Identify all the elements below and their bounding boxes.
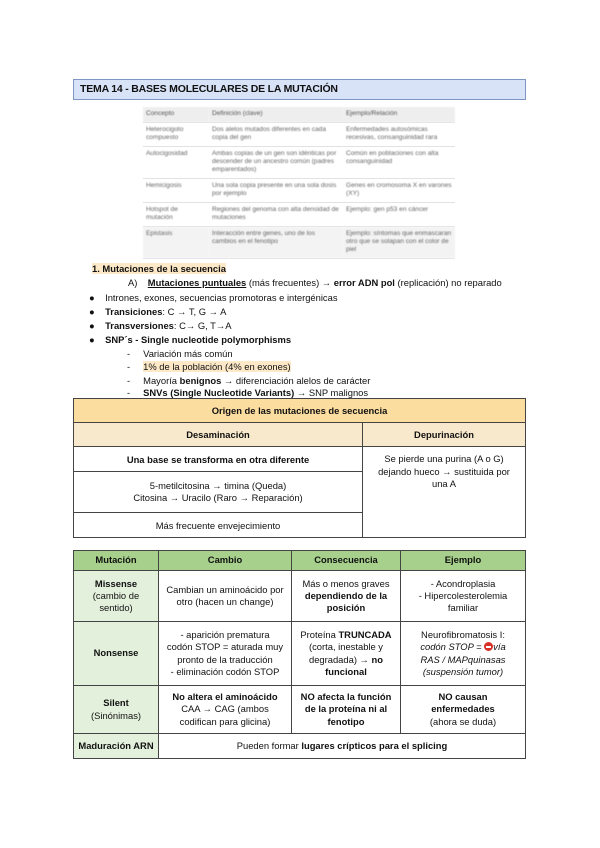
cell-line: familiar bbox=[447, 602, 479, 614]
summary-cell: Enfermedades autosómicas recesivas, consanguinidad rara bbox=[343, 123, 455, 147]
summary-cell: Hemicigosis bbox=[143, 179, 209, 203]
depurination-header: Depurinación bbox=[363, 423, 526, 447]
row-label-note: sentido) bbox=[99, 602, 133, 614]
mutation-header-cell: Consecuencia bbox=[292, 551, 401, 571]
truncated-term: TRUNCADA bbox=[338, 629, 392, 641]
cell-text: degradada) → bbox=[308, 653, 372, 665]
summary-header-row bbox=[143, 107, 455, 123]
snp-title: SNP´s - Single nucleotide polymorphisms bbox=[105, 334, 292, 345]
sub-list-item: - SNVs (Single Nucleotide Variants) → SNP malignos bbox=[127, 387, 369, 398]
sub-list-text: → diferenciación alelos de carácter bbox=[221, 375, 371, 386]
cell-text: codón STOP = bbox=[420, 641, 485, 653]
summary-cell: Hotspot de mutación bbox=[143, 203, 209, 227]
row-label-note: (Sinónimas) bbox=[90, 709, 141, 721]
summary-table bbox=[143, 107, 455, 259]
summary-cell: Ejemplo: gen p53 en cáncer bbox=[343, 203, 455, 227]
summary-cell: Genes en cromosoma X en varones (XY) bbox=[343, 179, 455, 203]
summary-row bbox=[143, 147, 455, 179]
cell-line: dependiendo de la bbox=[304, 589, 388, 601]
nonsense-name: Nonsense bbox=[74, 622, 159, 686]
cell-line: - aparición prematura bbox=[180, 629, 270, 641]
sub-list-text: Mayoría bbox=[143, 375, 180, 386]
cell-line: (corta, inestable y bbox=[309, 641, 383, 653]
sub-list-item: - Variación más común bbox=[127, 348, 233, 359]
point-mutations-term: Mutaciones puntuales bbox=[147, 277, 247, 288]
cell-line: Cambian un aminoácido por bbox=[166, 583, 284, 595]
missense-consequence bbox=[292, 571, 401, 622]
depurination-line: dejando hueco → sustituida por bbox=[378, 465, 510, 477]
missense-example bbox=[401, 571, 526, 622]
list-marker: A) bbox=[128, 277, 138, 288]
point-mutations-line bbox=[128, 277, 502, 289]
cell-line: NO afecta la función bbox=[300, 691, 392, 703]
cell-line: de la proteína ni al bbox=[304, 703, 388, 715]
point-mutations-mid: (más frecuentes) → bbox=[246, 277, 334, 288]
cell-line bbox=[295, 629, 397, 641]
cell-text-bold: lugares crípticos para el splicing bbox=[301, 739, 448, 751]
sub-list-text: → SNP malignos bbox=[294, 387, 369, 398]
sub-list-item: - Mayoría benignos → diferenciación alelos de carácter bbox=[127, 375, 371, 386]
sub-list-item: - 1% de la población (4% en exones) bbox=[127, 361, 291, 372]
cell-line: otro (hacen un change) bbox=[176, 596, 274, 607]
table-row bbox=[74, 622, 526, 686]
depurination-line: Se pierde una purina (A o G) bbox=[384, 453, 504, 464]
list-item: ● Intrones, exones, secuencias promotoras e intergénicas bbox=[89, 292, 338, 303]
snv-term: SNVs (Single Nucleotide Variants) bbox=[143, 387, 295, 398]
cell-text: Pueden formar bbox=[236, 739, 302, 751]
cell-line: (suspensión tumor) bbox=[422, 665, 504, 677]
cell-line: No altera el aminoácido bbox=[172, 691, 278, 703]
cell-line: funcional bbox=[325, 665, 367, 677]
cell-line: posición bbox=[326, 602, 366, 614]
origin-table bbox=[73, 398, 526, 538]
summary-cell: Una sola copia presente en una sola dosis por ejemplo bbox=[209, 179, 343, 203]
cell-line: Neurofibromatosis I: bbox=[421, 629, 505, 641]
list-item: ● SNP´s - Single nucleotide polymorphisms bbox=[89, 334, 292, 345]
cell-line: enfermedades bbox=[431, 703, 495, 715]
mutation-table bbox=[73, 550, 526, 759]
cell-text-bold: no bbox=[371, 653, 383, 665]
missense-change bbox=[159, 571, 292, 622]
summary-header-cell: Ejemplo/Relación bbox=[343, 107, 455, 123]
cell-line: fenotipo bbox=[327, 715, 365, 727]
list-item: ● Transiciones: C → T, G → A bbox=[89, 306, 227, 317]
cell-line: - eliminación codón STOP bbox=[170, 665, 280, 677]
deamination-row-3: Más frecuente envejecimiento bbox=[74, 513, 363, 538]
cell-line: Más o menos graves bbox=[302, 577, 390, 589]
summary-cell: Epistasis bbox=[143, 227, 209, 259]
origin-table-title: Origen de las mutaciones de secuencia bbox=[74, 399, 526, 423]
summary-cell: Interacción entre genes, uno de los cambios en el fenotipo bbox=[209, 227, 343, 259]
cell-text: Proteína bbox=[300, 629, 339, 641]
cell-line: CAA → CAG (ambos bbox=[181, 703, 269, 715]
silent-name bbox=[74, 686, 159, 734]
summary-cell: Común en poblaciones con alta consanguinidad bbox=[343, 147, 455, 179]
summary-header-cell: Concepto bbox=[143, 107, 209, 123]
page-title: TEMA 14 - BASES MOLECULARES DE LA MUTACIÓN bbox=[73, 79, 526, 100]
rna-maturation-description bbox=[159, 734, 526, 759]
transversions-text: : C→ G, T→A bbox=[173, 320, 232, 331]
deamination-row-2 bbox=[74, 472, 363, 513]
summary-cell: Regiones del genoma con alta densidad de mutaciones bbox=[209, 203, 343, 227]
silent-consequence bbox=[292, 686, 401, 734]
summary-header-cell: Definición (clave) bbox=[209, 107, 343, 123]
summary-row bbox=[143, 203, 455, 227]
cell-line bbox=[404, 641, 522, 653]
cell-line bbox=[295, 654, 397, 666]
nonsense-example bbox=[401, 622, 526, 686]
summary-cell: Ejemplo: síntomas que enmascaran otro que se solapan con el color de piel bbox=[343, 227, 455, 259]
table-row bbox=[74, 571, 526, 622]
cell-line: NO causan bbox=[438, 691, 488, 703]
cell-text: vía bbox=[493, 641, 506, 653]
silent-example bbox=[401, 686, 526, 734]
summary-cell: Dos alelos mutados diferentes en cada copia del gen bbox=[209, 123, 343, 147]
transitions-text: : C → T, G → A bbox=[162, 306, 227, 317]
mutation-header-cell: Cambio bbox=[159, 551, 292, 571]
summary-row bbox=[143, 123, 455, 147]
table-row bbox=[74, 734, 526, 759]
cell-line: (ahora se duda) bbox=[429, 715, 497, 727]
mutation-header-row bbox=[74, 551, 526, 571]
transitions-term: Transiciones bbox=[105, 306, 163, 317]
table-row bbox=[74, 686, 526, 734]
deamination-line: 5-metilcitosina → timina (Queda) bbox=[149, 479, 287, 491]
point-mutations-bold: error ADN pol bbox=[333, 277, 395, 288]
sub-list-text: Variación más común bbox=[143, 348, 233, 359]
cell-line: - Acondroplasia bbox=[430, 577, 496, 589]
mutation-header-cell: Ejemplo bbox=[401, 551, 526, 571]
section-heading-text: 1. Mutaciones de la secuencia bbox=[92, 263, 226, 274]
cell-line: codifican para glicina) bbox=[179, 715, 271, 727]
summary-row bbox=[143, 179, 455, 203]
list-item: ● Transversiones: C→ G, T→A bbox=[89, 320, 232, 331]
point-mutations-tail: (replicación) no reparado bbox=[394, 277, 502, 288]
nonsense-consequence bbox=[292, 622, 401, 686]
row-label: Silent bbox=[103, 697, 129, 709]
depurination-cell bbox=[363, 447, 526, 538]
rna-maturation-name: Maduración ARN bbox=[74, 734, 159, 759]
stop-sign-icon bbox=[484, 642, 493, 651]
deamination-line: Citosina → Uracilo (Raro → Reparación) bbox=[133, 492, 303, 503]
missense-name bbox=[74, 571, 159, 622]
cell-line: - Hipercolesterolemia bbox=[418, 589, 508, 601]
benign-term: benignos bbox=[179, 375, 222, 386]
cell-line: RAS / MAPquinasas bbox=[420, 653, 506, 665]
nonsense-change bbox=[159, 622, 292, 686]
summary-cell: Ambas copias de un gen son idénticas por descender de un ancestro común (padres emparentados) bbox=[209, 147, 343, 179]
silent-change bbox=[159, 686, 292, 734]
summary-cell: Autocigosidad bbox=[143, 147, 209, 179]
transversions-term: Transversiones bbox=[105, 320, 174, 331]
section-heading bbox=[92, 263, 226, 275]
summary-cell: Heterocigoto compuesto bbox=[143, 123, 209, 147]
sub-list-text: 1% de la población (4% en exones) bbox=[143, 361, 291, 372]
summary-row bbox=[143, 227, 455, 259]
depurination-line: una A bbox=[432, 478, 456, 489]
cell-line: codón STOP = aturada muy bbox=[166, 641, 284, 653]
deamination-header: Desaminación bbox=[74, 423, 363, 447]
row-label: Missense bbox=[94, 577, 138, 589]
deamination-row-1: Una base se transforma en otra diferente bbox=[74, 447, 363, 472]
list-item-text: Intrones, exones, secuencias promotoras e intergénicas bbox=[105, 292, 338, 303]
row-label-note: (cambio de bbox=[92, 589, 140, 601]
cell-line: pronto de la traducción bbox=[177, 653, 273, 665]
mutation-header-cell: Mutación bbox=[74, 551, 159, 571]
